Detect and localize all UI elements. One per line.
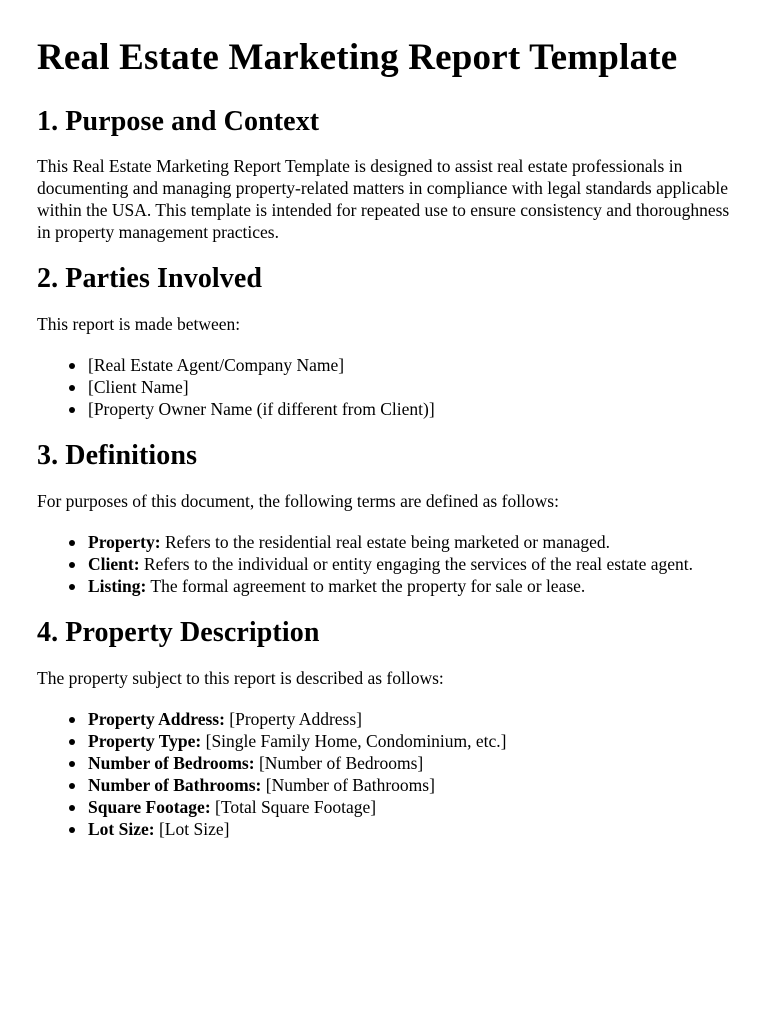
section-body-parties: This report is made between:	[37, 314, 241, 334]
definition-term: Listing:	[88, 576, 147, 596]
property-details-list	[37, 708, 737, 840]
list-item	[37, 708, 737, 730]
section-heading-parties: 2. Parties Involved	[37, 263, 263, 294]
list-item	[37, 531, 737, 553]
list-item-text: [Property Owner Name (if different from Client)]	[88, 399, 435, 419]
list-item-text: [Real Estate Agent/Company Name]	[88, 355, 345, 375]
list-item	[37, 774, 737, 796]
definition-text: Refers to the residential real estate being marketed or managed.	[160, 532, 611, 552]
section-body-property: The property subject to this report is described as follows:	[37, 668, 444, 688]
definition-text: The formal agreement to market the property for sale or lease.	[146, 576, 586, 596]
list-item	[37, 796, 737, 818]
bullet-icon	[69, 363, 75, 369]
detail-term: Number of Bathrooms:	[88, 775, 262, 795]
definition-term: Property:	[88, 532, 161, 552]
bullet-icon	[69, 739, 75, 745]
bullet-icon	[69, 761, 75, 767]
bullet-icon	[69, 584, 75, 590]
definition-term: Client:	[88, 554, 140, 574]
detail-term: Number of Bedrooms:	[88, 753, 255, 773]
detail-term: Property Type:	[88, 731, 202, 751]
list-item	[37, 575, 737, 597]
section-heading-definitions: 3. Definitions	[37, 440, 198, 471]
detail-text: [Number of Bedrooms]	[254, 753, 424, 773]
bullet-icon	[69, 562, 75, 568]
definitions-list	[37, 531, 737, 597]
bullet-icon	[69, 540, 75, 546]
detail-term: Square Footage:	[88, 797, 211, 817]
list-item	[37, 752, 737, 774]
bullet-icon	[69, 385, 75, 391]
detail-text: [Property Address]	[224, 709, 362, 729]
bullet-icon	[69, 827, 75, 833]
detail-text: [Single Family Home, Condominium, etc.]	[201, 731, 507, 751]
section-body-definitions: For purposes of this document, the following terms are defined as follows:	[37, 491, 559, 511]
list-item-text: [Client Name]	[88, 377, 189, 397]
list-item	[37, 553, 737, 575]
list-item	[37, 730, 737, 752]
detail-term: Lot Size:	[88, 819, 155, 839]
bullet-icon	[69, 805, 75, 811]
detail-text: [Total Square Footage]	[210, 797, 377, 817]
list-item	[37, 354, 737, 376]
document-title: Real Estate Marketing Report Template	[37, 37, 678, 78]
detail-text: [Number of Bathrooms]	[261, 775, 435, 795]
detail-text: [Lot Size]	[154, 819, 230, 839]
list-item	[37, 398, 737, 420]
list-item	[37, 376, 737, 398]
document-page	[37, 36, 737, 840]
section-body-purpose: This Real Estate Marketing Report Template is designed to assist real estate professionals in documenting and managing property-related matters in compliance with legal standards applicable within the USA. This template is intended for repeated use to ensure consistency and thoroughness in property management practices.	[37, 156, 730, 242]
bullet-icon	[69, 717, 75, 723]
bullet-icon	[69, 783, 75, 789]
section-heading-purpose: 1. Purpose and Context	[37, 106, 320, 137]
detail-term: Property Address:	[88, 709, 225, 729]
bullet-icon	[69, 407, 75, 413]
section-heading-property: 4. Property Description	[37, 617, 320, 648]
definition-text: Refers to the individual or entity engaging the services of the real estate agent.	[139, 554, 694, 574]
list-item	[37, 818, 737, 840]
parties-list	[37, 354, 737, 420]
